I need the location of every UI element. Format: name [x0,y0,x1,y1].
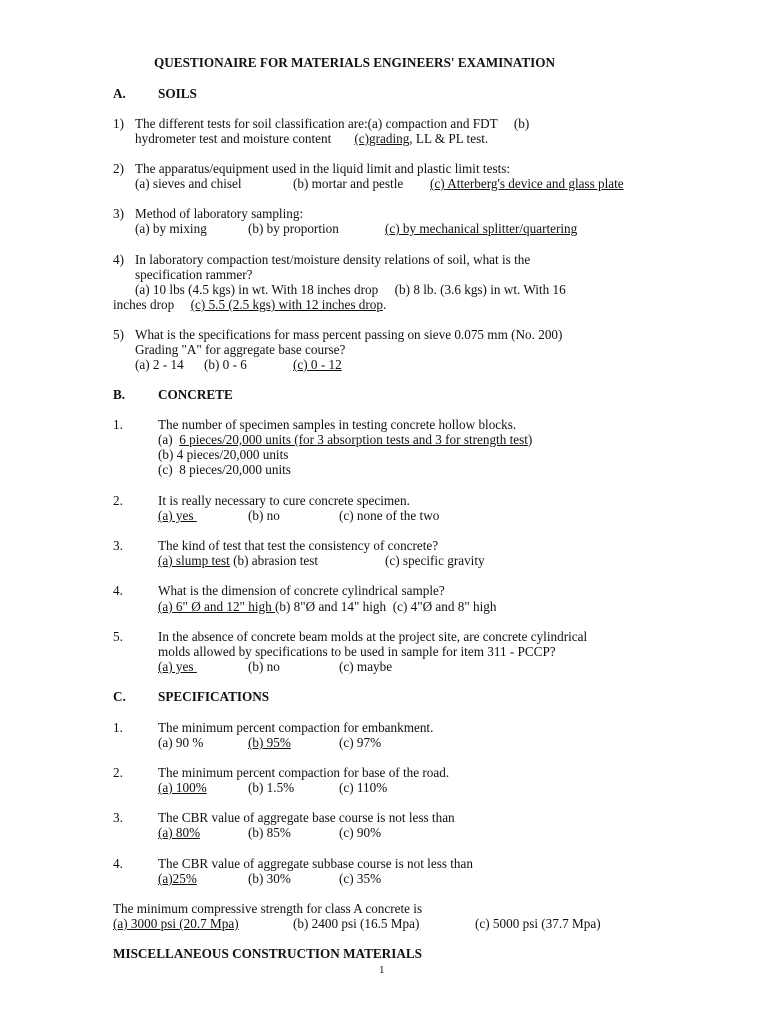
section-c-heading: SPECIFICATIONS [158,689,270,704]
soils-q3-option-a: (a) by mixing [135,221,207,236]
concrete-q1-text: The number of specimen samples in testing concrete hollow blocks. [158,417,517,432]
section-a-heading: SOILS [158,86,197,101]
specs-q4-number: 4. [113,856,123,871]
soils-q4-options-line2: inches drop (c) 5.5 (2.5 kgs) with 12 inches drop. [113,297,387,312]
concrete-q3-text: The kind of test that test the consistency of concrete? [158,538,439,553]
soils-q1-text-line2: hydrometer test and moisture content (c)grading, LL & PL test. [135,131,489,146]
soils-q2-answer: (c) Atterberg's device and glass plate [430,176,624,191]
concrete-q5-option-c: (c) maybe [339,659,393,674]
specs-q1-option-a: (a) 90 % [158,735,204,750]
section-a-letter: A. [113,86,126,101]
specs-q3-answer: (a) 80% [158,825,201,840]
specs-q2-text: The minimum percent compaction for base of the road. [158,765,450,780]
specs-q3-option-c: (c) 90% [339,825,382,840]
soils-q5-text: What is the specifications for mass percent passing on sieve 0.075 mm (No. 200) [135,327,563,342]
specs-q2-option-c: (c) 110% [339,780,388,795]
page-title: QUESTIONAIRE FOR MATERIALS ENGINEERS' EXAMINATION [154,55,556,70]
specs-q5-option-c: (c) 5000 psi (37.7 Mpa) [475,916,601,931]
page-number: 1 [379,964,385,976]
soils-q1-answer: (c)grading [354,131,410,146]
specs-q4-option-b: (b) 30% [248,871,291,886]
specs-q5-text: The minimum compressive strength for class A concrete is [113,901,423,916]
concrete-q5-answer: (a) yes [158,659,197,674]
soils-q4-options-line1: (a) 10 lbs (4.5 kgs) in wt. With 18 inches drop (b) 8 lb. (3.6 kgs) in wt. With 16 [135,282,566,297]
soils-q5-option-a: (a) 2 - 14 [135,357,184,372]
concrete-q4-answer: (a) 6" Ø and 12" high [158,599,275,614]
specs-q4-answer: (a)25% [158,871,197,886]
concrete-q1-option-b: (b) 4 pieces/20,000 units [158,447,289,462]
specs-q1-option-c: (c) 97% [339,735,382,750]
soils-q4-text: In laboratory compaction test/moisture density relations of soil, what is the [135,252,531,267]
concrete-q2-option-c: (c) none of the two [339,508,440,523]
soils-q4-number: 4) [113,252,124,267]
soils-q2-number: 2) [113,161,124,176]
soils-q5-option-b: (b) 0 - 6 [204,357,247,372]
specs-q5-answer: (a) 3000 psi (20.7 Mpa) [113,916,239,931]
soils-q5-text-line2: Grading "A" for aggregate base course? [135,342,346,357]
soils-q3-answer: (c) by mechanical splitter/quartering [385,221,578,236]
specs-q2-answer: (a) 100% [158,780,207,795]
soils-q3-option-b: (b) by proportion [248,221,339,236]
specs-q5-option-b: (b) 2400 psi (16.5 Mpa) [293,916,420,931]
soils-q3-number: 3) [113,206,124,221]
concrete-q5-text-line2: molds allowed by specifications to be used in sample for item 311 - PCCP? [158,644,556,659]
soils-q4-text-line2: specification rammer? [135,267,253,282]
specs-q1-number: 1. [113,720,123,735]
specs-q3-text: The CBR value of aggregate base course is not less than [158,810,455,825]
concrete-q4-options: (a) 6" Ø and 12" high (b) 8"Ø and 14" high (c) 4"Ø and 8" high [158,599,497,614]
specs-q4-option-c: (c) 35% [339,871,382,886]
concrete-q1-option-c: (c) 8 pieces/20,000 units [158,462,291,477]
concrete-q4-number: 4. [113,583,123,598]
concrete-q3-options: (a) slump test (b) abrasion test [158,553,319,568]
concrete-q3-number: 3. [113,538,123,553]
soils-q5-number: 5) [113,327,124,342]
concrete-q3-option-c: (c) specific gravity [385,553,485,568]
concrete-q3-answer: (a) slump test [158,553,230,568]
concrete-q5-option-b: (b) no [248,659,280,674]
concrete-q2-number: 2. [113,493,123,508]
soils-q2-text: The apparatus/equipment used in the liquid limit and plastic limit tests: [135,161,511,176]
concrete-q2-text: It is really necessary to cure concrete specimen. [158,493,410,508]
specs-q1-answer: (b) 95% [248,735,291,750]
specs-q3-number: 3. [113,810,123,825]
section-misc-heading: MISCELLANEOUS CONSTRUCTION MATERIALS [113,946,422,961]
section-c-letter: C. [113,689,126,704]
soils-q5-answer: (c) 0 - 12 [293,357,342,372]
concrete-q5-number: 5. [113,629,123,644]
soils-q4-answer: (c) 5.5 (2.5 kgs) with 12 inches drop [190,297,383,312]
concrete-q1-number: 1. [113,417,123,432]
soils-q2-option-a: (a) sieves and chisel [135,176,242,191]
concrete-q2-option-b: (b) no [248,508,280,523]
section-b-heading: CONCRETE [158,387,233,402]
concrete-q2-answer: (a) yes [158,508,197,523]
specs-q2-option-b: (b) 1.5% [248,780,295,795]
specs-q4-text: The CBR value of aggregate subbase course is not less than [158,856,473,871]
soils-q3-text: Method of laboratory sampling: [135,206,304,221]
concrete-q1-option-a: (a) 6 pieces/20,000 units (for 3 absorption tests and 3 for strength test) [158,432,533,447]
specs-q1-text: The minimum percent compaction for embankment. [158,720,434,735]
soils-q1-number: 1) [113,116,124,131]
section-b-letter: B. [113,387,126,402]
specs-q2-number: 2. [113,765,123,780]
specs-q3-option-b: (b) 85% [248,825,291,840]
concrete-q4-text: What is the dimension of concrete cylindrical sample? [158,583,445,598]
soils-q1-text: The different tests for soil classification are:(a) compaction and FDT (b) [135,116,530,131]
concrete-q1-answer: 6 pieces/20,000 units (for 3 absorption tests and 3 for strength test [179,432,528,447]
concrete-q5-text: In the absence of concrete beam molds at the project site, are concrete cylindrical [158,629,588,644]
soils-q2-option-b: (b) mortar and pestle [293,176,404,191]
